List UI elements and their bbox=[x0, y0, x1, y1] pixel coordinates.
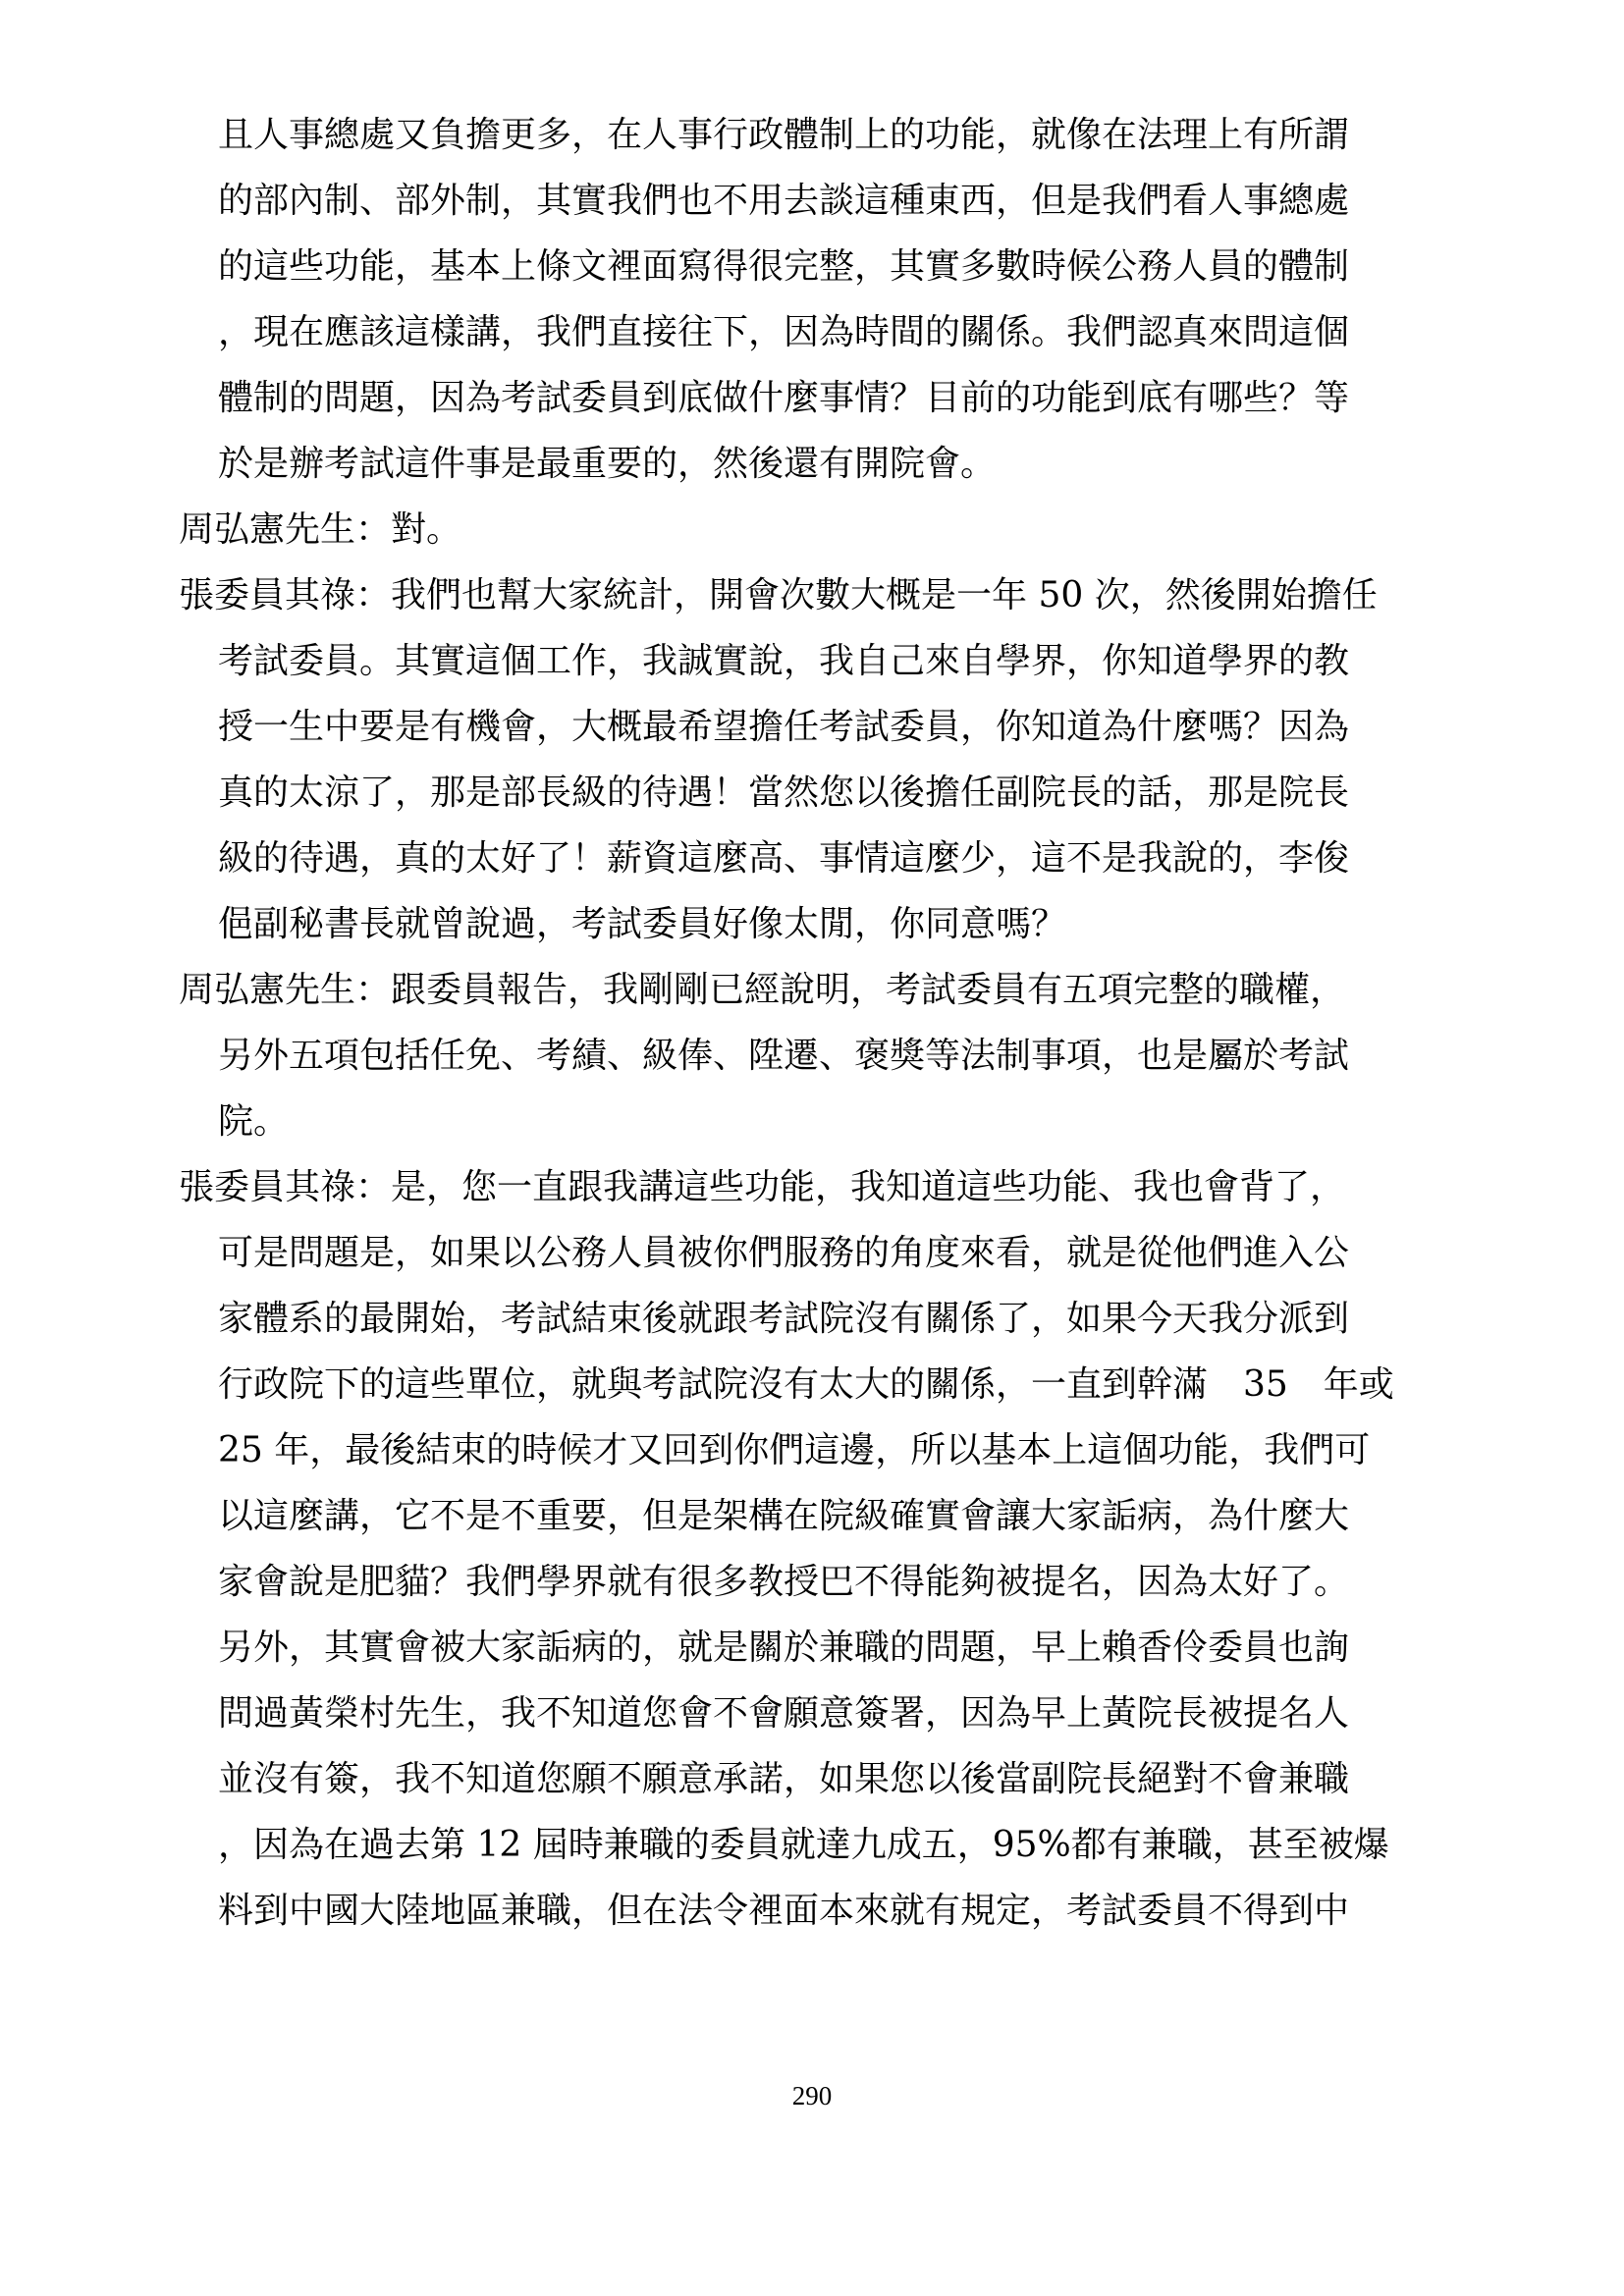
text-line: ，因為在過去第 12 屆時兼職的委員就達九成五，95%都有兼職，甚至被爆 bbox=[218, 1826, 1389, 1865]
text-line: 授一生中要是有機會，大概最希望擔任考試委員，你知道為什麼嗎？因為 bbox=[218, 708, 1350, 747]
text-line: 體制的問題，因為考試委員到底做什麼事情？目前的功能到底有哪些？等 bbox=[218, 379, 1350, 418]
text-line: 俋副秘書長就曾說過，考試委員好像太閒，你同意嗎？ bbox=[218, 905, 1067, 944]
text-line: 的這些功能，基本上條文裡面寫得很完整，其實多數時候公務人員的體制 bbox=[218, 247, 1350, 287]
text-line: ，現在應該這樣講，我們直接往下，因為時間的關係。我們認真來問這個 bbox=[218, 313, 1350, 352]
speaker-line: 張委員其祿：我們也幫大家統計，開會次數大概是一年 50 次，然後開始擔任 bbox=[179, 576, 1378, 615]
text-line: 真的太涼了，那是部長級的待遇！當然您以後擔任副院長的話，那是院長 bbox=[218, 774, 1350, 813]
text-line: 家體系的最開始，考試結束後就跟考試院沒有關係了，如果今天我分派到 bbox=[218, 1300, 1350, 1339]
text-line: 級的待遇，真的太好了！薪資這麼高、事情這麼少，這不是我說的，李俊 bbox=[218, 839, 1350, 879]
text-line: 院。 bbox=[218, 1102, 290, 1142]
text-line: 並沒有簽，我不知道您願不願意承諾，如果您以後當副院長絕對不會兼職 bbox=[218, 1760, 1350, 1799]
text-line: 家會說是肥貓？我們學界就有很多教授巴不得能夠被提名，因為太好了。 bbox=[218, 1563, 1350, 1602]
text-line: 料到中國大陸地區兼職，但在法令裡面本來就有規定，考試委員不得到中 bbox=[218, 1892, 1350, 1931]
text-line: 以這麼講，它不是不重要，但是架構在院級確實會讓大家詬病，為什麼大 bbox=[218, 1497, 1350, 1536]
speaker-line: 周弘憲先生：對。 bbox=[179, 510, 462, 550]
text-line: 25 年，最後結束的時候才又回到你們這邊，所以基本上這個功能，我們可 bbox=[218, 1431, 1371, 1470]
text-line: 可是問題是，如果以公務人員被你們服務的角度來看，就是從他們進入公 bbox=[218, 1234, 1350, 1273]
text-line: 的部內制、部外制，其實我們也不用去談這種東西，但是我們看人事總處 bbox=[218, 182, 1350, 221]
page-number: 290 bbox=[791, 2081, 833, 2110]
speaker-line: 周弘憲先生：跟委員報告，我剛剛已經說明，考試委員有五項完整的職權， bbox=[179, 971, 1346, 1010]
text-line: 於是辦考試這件事是最重要的，然後還有開院會。 bbox=[218, 445, 997, 484]
text-line: 另外五項包括任免、考績、級俸、陞遷、褒獎等法制事項，也是屬於考試 bbox=[218, 1037, 1350, 1076]
text-line: 且人事總處又負擔更多，在人事行政體制上的功能，就像在法理上有所謂 bbox=[218, 116, 1350, 155]
text-line: 行政院下的這些單位，就與考試院沒有太大的關係，一直到幹滿 35 年或 bbox=[218, 1365, 1394, 1405]
text-line: 問過黃榮村先生，我不知道您會不會願意簽署，因為早上黃院長被提名人 bbox=[218, 1694, 1350, 1734]
text-line: 考試委員。其實這個工作，我誠實說，我自己來自學界，你知道學界的教 bbox=[218, 642, 1350, 681]
text-line: 另外，其實會被大家詬病的，就是關於兼職的問題，早上賴香伶委員也詢 bbox=[218, 1629, 1350, 1668]
speaker-line: 張委員其祿：是，您一直跟我講這些功能，我知道這些功能、我也會背了， bbox=[179, 1168, 1346, 1207]
